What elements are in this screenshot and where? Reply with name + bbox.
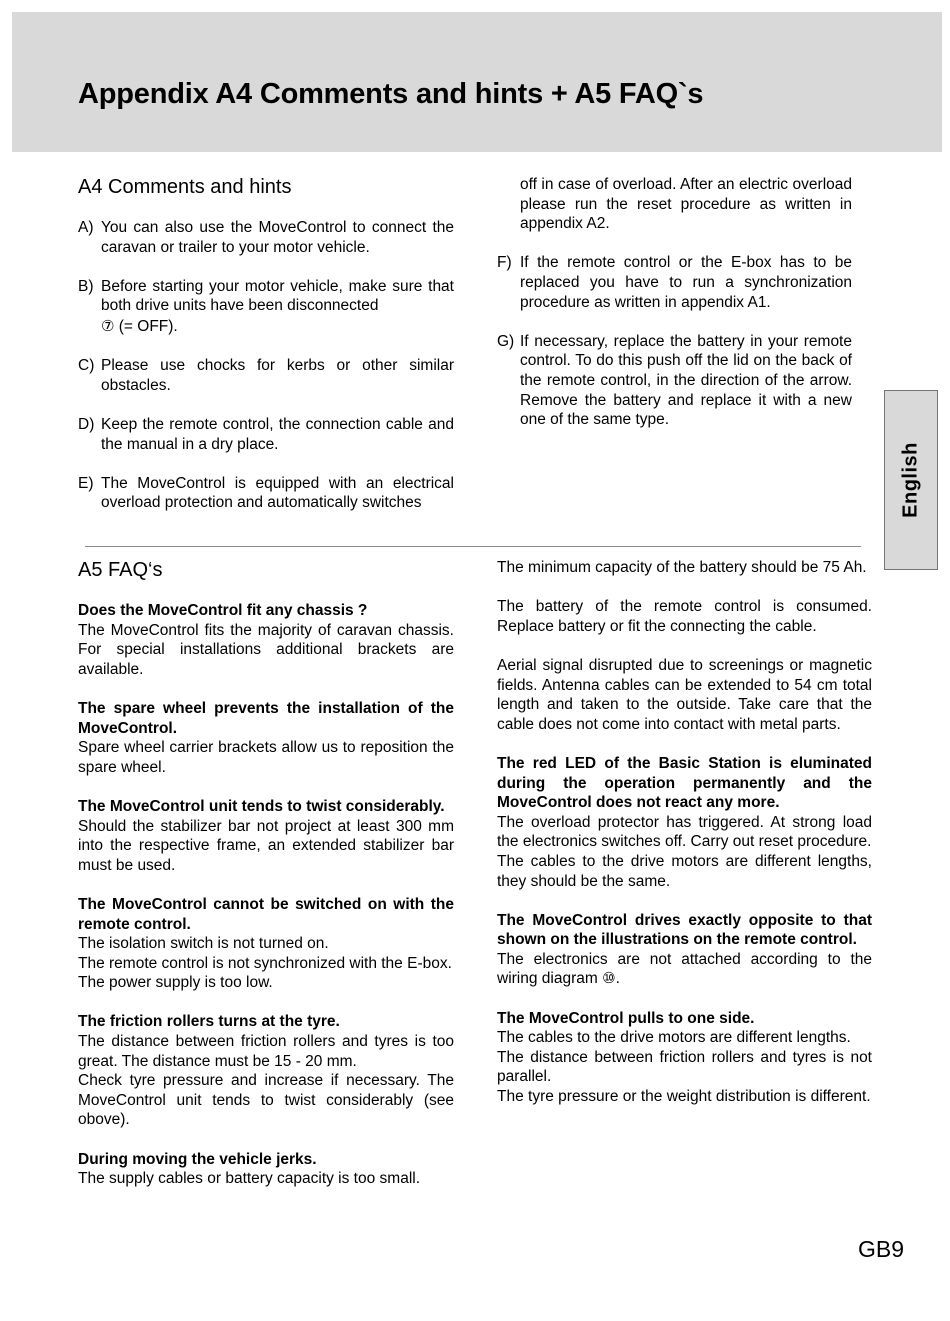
hint-item-d bbox=[78, 415, 454, 454]
section-heading-a4: A4 Comments and hints bbox=[78, 176, 292, 198]
hint-text: You can also use the MoveControl to connect the caravan or trailer to your motor vehicle. bbox=[101, 219, 454, 256]
hint-text-suffix: (= OFF). bbox=[114, 317, 178, 335]
faq-answer: The MoveControl fits the majority of caravan chassis. For special installations additional brackets are available. bbox=[78, 621, 454, 678]
faq-entry bbox=[497, 911, 872, 989]
faq-question: Does the MoveControl fit any chassis ? bbox=[78, 602, 368, 619]
faq-answer: The supply cables or battery capacity is too small. bbox=[78, 1170, 421, 1188]
faq-question: The friction rollers turns at the tyre. bbox=[78, 1013, 340, 1031]
a5-left-column bbox=[78, 601, 454, 1189]
faq-answer-suffix: . bbox=[615, 970, 620, 988]
faq-answer: The tyre pressure or the weight distribution is different. bbox=[497, 1088, 871, 1106]
faq-entry bbox=[78, 895, 454, 993]
hint-text: If the remote control or the E-box has to be replaced you have to run a synchronization procedure as written in appendix A1. bbox=[520, 254, 852, 311]
faq-answer: The battery of the remote control is consumed. Replace battery or fit the connecting the cable. bbox=[497, 598, 872, 635]
hint-item-e-continued bbox=[497, 175, 852, 234]
faq-answer: The distance between friction rollers and tyres is not parallel. bbox=[497, 1048, 872, 1086]
faq-entry bbox=[78, 699, 454, 777]
faq-question: The red LED of the Basic Station is eluminated during the operation permanently and the MoveControl does not react any more. bbox=[497, 754, 872, 812]
faq-answer bbox=[497, 950, 872, 989]
hint-label: B) bbox=[78, 277, 94, 295]
hint-text-body: Before starting your motor vehicle, make sure that both drive units have been disconnected bbox=[101, 277, 454, 315]
hint-item-a bbox=[78, 218, 454, 257]
page-number: GB9 bbox=[857, 1236, 904, 1262]
faq-question: The MoveControl pulls to one side. bbox=[497, 1009, 755, 1027]
a4-right-column bbox=[497, 175, 852, 430]
hint-text: Please use chocks for kerbs or other similar obstacles. bbox=[101, 357, 454, 394]
hint-label: F) bbox=[497, 254, 512, 272]
hint-text: If necessary, replace the battery in your remote control. To do this push off the lid on the back of the remote control, in the direction of the arrow. Remove the battery and replace it with a new one of the same type. bbox=[520, 332, 852, 429]
faq-entry bbox=[78, 797, 454, 875]
faq-answer: The overload protector has triggered. At strong load the electronics switches off. Carry out reset procedure. bbox=[497, 813, 872, 851]
faq-entry bbox=[78, 1012, 454, 1130]
hint-label: G) bbox=[497, 332, 515, 350]
language-tab-label: English bbox=[899, 442, 922, 518]
hint-text: The MoveControl is equipped with an electrical overload protection and automatically switches bbox=[101, 474, 454, 512]
hint-label: D) bbox=[78, 415, 95, 433]
faq-answer: The distance between friction rollers and tyres is too great. The distance must be 15 - 20 mm. bbox=[78, 1033, 454, 1070]
section-heading-a5: A5 FAQ‘s bbox=[78, 559, 163, 581]
faq-question: The spare wheel prevents the installation of the MoveControl. bbox=[78, 699, 454, 737]
faq-answer: Check tyre pressure and increase if necessary. The MoveControl unit tends to twist considerably (see obove). bbox=[78, 1072, 454, 1129]
faq-answer: The cables to the drive motors are different lengths. bbox=[497, 1029, 851, 1047]
hint-text: Keep the remote control, the connection cable and the manual in a dry place. bbox=[101, 415, 454, 453]
faq-question: The MoveControl unit tends to twist considerably. bbox=[78, 797, 445, 815]
faq-question: During moving the vehicle jerks. bbox=[78, 1150, 317, 1168]
section-divider bbox=[85, 546, 861, 547]
language-tab bbox=[884, 390, 938, 570]
hint-item-g bbox=[497, 332, 852, 430]
faq-question: The MoveControl drives exactly opposite to that shown on the illustrations on the remote control. bbox=[497, 911, 872, 949]
faq-answer: Aerial signal disrupted due to screenings or magnetic fields. Antenna cables can be extended to 54 cm total length and taken to the outside. Take care that the cable does not come into contact with metal parts. bbox=[497, 656, 872, 733]
faq-answer: The isolation switch is not turned on. bbox=[78, 935, 329, 953]
faq-entry bbox=[78, 601, 454, 679]
hint-item-e bbox=[78, 474, 454, 513]
faq-answer: Should the stabilizer bar not project at least 300 mm into the respective frame, an extended stabilizer bar must be used. bbox=[78, 817, 454, 874]
circled-seven-icon: ⑦ bbox=[101, 316, 115, 335]
hint-label: A) bbox=[78, 219, 94, 236]
faq-entry bbox=[78, 1150, 454, 1189]
faq-entry bbox=[497, 754, 872, 891]
faq-answer: The remote control is not synchronized with the E-box. bbox=[78, 954, 452, 972]
faq-answer: The minimum capacity of the battery should be 75 Ah. bbox=[497, 559, 867, 576]
a5-right-column bbox=[497, 558, 872, 1107]
faq-entry bbox=[497, 1009, 872, 1107]
faq-answer: The power supply is too low. bbox=[78, 974, 273, 992]
hint-item-f bbox=[497, 253, 852, 312]
page-title: Appendix A4 Comments and hints + A5 FAQ`s bbox=[78, 78, 704, 110]
circled-ten-icon: ⑩ bbox=[602, 969, 616, 988]
faq-answer-text: The electronics are not attached according to the wiring diagram bbox=[497, 950, 872, 988]
hint-item-b bbox=[78, 277, 454, 337]
faq-answer: Spare wheel carrier brackets allow us to reposition the spare wheel. bbox=[78, 739, 454, 776]
faq-question: The MoveControl cannot be switched on with the remote control. bbox=[78, 895, 454, 933]
hint-text bbox=[101, 277, 454, 337]
hint-item-c bbox=[78, 356, 454, 395]
faq-answer: The cables to the drive motors are different lengths, they should be the same. bbox=[497, 852, 872, 890]
a4-left-column bbox=[78, 218, 454, 513]
hint-text: off in case of overload. After an electric overload please run the reset procedure as written in appendix A2. bbox=[520, 176, 852, 233]
hint-label: C) bbox=[78, 357, 95, 375]
hint-label: E) bbox=[78, 474, 94, 492]
